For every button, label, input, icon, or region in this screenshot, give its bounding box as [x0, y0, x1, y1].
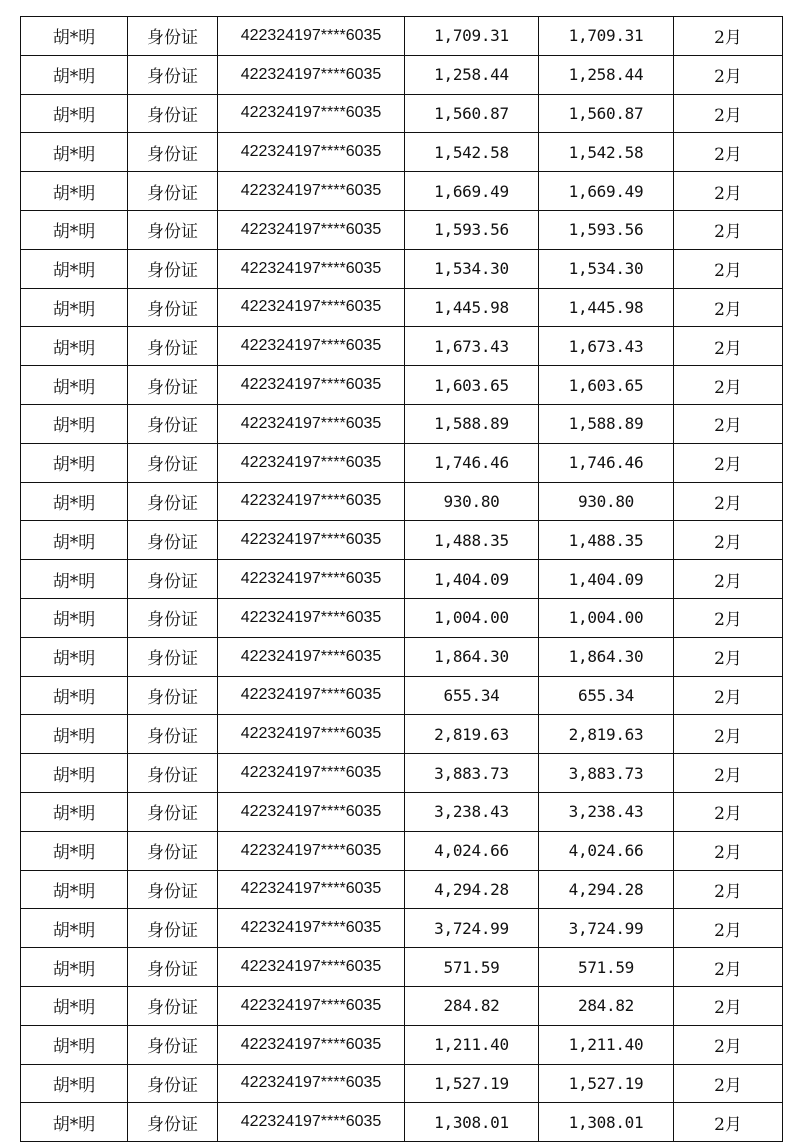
table-row: [21, 986, 783, 1025]
amount-cell: 4,294.28: [405, 870, 539, 909]
id-number-cell: 422324197****6035: [218, 1103, 405, 1142]
table-row: [21, 404, 783, 443]
table-row: [21, 366, 783, 405]
id-type-cell: 身份证: [128, 210, 218, 249]
id-number-cell: 422324197****6035: [218, 210, 405, 249]
name-cell: 胡*明: [21, 560, 128, 599]
id-type-cell: 身份证: [128, 909, 218, 948]
amount-paid-cell: 1,004.00: [539, 598, 674, 637]
id-number-cell: 422324197****6035: [218, 598, 405, 637]
table-row: [21, 210, 783, 249]
table-row: [21, 831, 783, 870]
id-type-cell: 身份证: [128, 17, 218, 56]
amount-cell: 1,673.43: [405, 327, 539, 366]
table-row: [21, 172, 783, 211]
name-cell: 胡*明: [21, 443, 128, 482]
id-type-cell: 身份证: [128, 560, 218, 599]
name-cell: 胡*明: [21, 831, 128, 870]
id-number-cell: 422324197****6035: [218, 870, 405, 909]
name-cell: 胡*明: [21, 637, 128, 676]
table-row: [21, 482, 783, 521]
id-number-cell: 422324197****6035: [218, 1064, 405, 1103]
amount-cell: 284.82: [405, 986, 539, 1025]
id-number-cell: 422324197****6035: [218, 288, 405, 327]
table-row: [21, 1025, 783, 1064]
table-row: [21, 598, 783, 637]
amount-paid-cell: 1,588.89: [539, 404, 674, 443]
id-type-cell: 身份证: [128, 676, 218, 715]
month-cell: 2月: [674, 1025, 783, 1064]
month-cell: 2月: [674, 17, 783, 56]
name-cell: 胡*明: [21, 986, 128, 1025]
table-row: [21, 249, 783, 288]
table-row: [21, 288, 783, 327]
month-cell: 2月: [674, 133, 783, 172]
id-type-cell: 身份证: [128, 870, 218, 909]
table-row: [21, 133, 783, 172]
id-type-cell: 身份证: [128, 249, 218, 288]
id-number-cell: 422324197****6035: [218, 249, 405, 288]
id-number-cell: 422324197****6035: [218, 17, 405, 56]
id-type-cell: 身份证: [128, 792, 218, 831]
amount-cell: 1,603.65: [405, 366, 539, 405]
name-cell: 胡*明: [21, 366, 128, 405]
amount-cell: 1,404.09: [405, 560, 539, 599]
amount-paid-cell: 1,603.65: [539, 366, 674, 405]
id-number-cell: 422324197****6035: [218, 792, 405, 831]
id-type-cell: 身份证: [128, 172, 218, 211]
table-row: [21, 55, 783, 94]
month-cell: 2月: [674, 210, 783, 249]
id-number-cell: 422324197****6035: [218, 366, 405, 405]
id-type-cell: 身份证: [128, 288, 218, 327]
id-type-cell: 身份证: [128, 1025, 218, 1064]
id-number-cell: 422324197****6035: [218, 986, 405, 1025]
id-number-cell: 422324197****6035: [218, 1025, 405, 1064]
month-cell: 2月: [674, 1064, 783, 1103]
amount-cell: 2,819.63: [405, 715, 539, 754]
table-row: [21, 909, 783, 948]
name-cell: 胡*明: [21, 482, 128, 521]
month-cell: 2月: [674, 55, 783, 94]
id-number-cell: 422324197****6035: [218, 55, 405, 94]
id-number-cell: 422324197****6035: [218, 133, 405, 172]
month-cell: 2月: [674, 1103, 783, 1142]
amount-paid-cell: 4,024.66: [539, 831, 674, 870]
month-cell: 2月: [674, 715, 783, 754]
month-cell: 2月: [674, 754, 783, 793]
month-cell: 2月: [674, 792, 783, 831]
month-cell: 2月: [674, 831, 783, 870]
amount-paid-cell: 1,211.40: [539, 1025, 674, 1064]
amount-paid-cell: 1,534.30: [539, 249, 674, 288]
id-type-cell: 身份证: [128, 1103, 218, 1142]
amount-cell: 1,864.30: [405, 637, 539, 676]
id-type-cell: 身份证: [128, 366, 218, 405]
name-cell: 胡*明: [21, 55, 128, 94]
amount-cell: 1,709.31: [405, 17, 539, 56]
month-cell: 2月: [674, 560, 783, 599]
amount-paid-cell: 2,819.63: [539, 715, 674, 754]
name-cell: 胡*明: [21, 1064, 128, 1103]
name-cell: 胡*明: [21, 598, 128, 637]
amount-cell: 1,527.19: [405, 1064, 539, 1103]
amount-cell: 1,593.56: [405, 210, 539, 249]
table-row: [21, 792, 783, 831]
id-number-cell: 422324197****6035: [218, 831, 405, 870]
payment-table-body: [21, 17, 783, 1142]
amount-paid-cell: 1,404.09: [539, 560, 674, 599]
month-cell: 2月: [674, 249, 783, 288]
id-number-cell: 422324197****6035: [218, 909, 405, 948]
month-cell: 2月: [674, 521, 783, 560]
month-cell: 2月: [674, 909, 783, 948]
amount-cell: 3,238.43: [405, 792, 539, 831]
id-type-cell: 身份证: [128, 598, 218, 637]
table-row: [21, 870, 783, 909]
amount-cell: 1,669.49: [405, 172, 539, 211]
amount-cell: 1,258.44: [405, 55, 539, 94]
table-row: [21, 443, 783, 482]
amount-cell: 1,542.58: [405, 133, 539, 172]
name-cell: 胡*明: [21, 133, 128, 172]
month-cell: 2月: [674, 637, 783, 676]
id-type-cell: 身份证: [128, 482, 218, 521]
amount-paid-cell: 1,746.46: [539, 443, 674, 482]
table-row: [21, 715, 783, 754]
table-row: [21, 1064, 783, 1103]
month-cell: 2月: [674, 870, 783, 909]
amount-paid-cell: 1,445.98: [539, 288, 674, 327]
id-type-cell: 身份证: [128, 637, 218, 676]
id-type-cell: 身份证: [128, 521, 218, 560]
table-row: [21, 521, 783, 560]
amount-paid-cell: 1,709.31: [539, 17, 674, 56]
amount-cell: 4,024.66: [405, 831, 539, 870]
month-cell: 2月: [674, 482, 783, 521]
amount-paid-cell: 1,308.01: [539, 1103, 674, 1142]
month-cell: 2月: [674, 172, 783, 211]
amount-cell: 655.34: [405, 676, 539, 715]
amount-cell: 1,308.01: [405, 1103, 539, 1142]
month-cell: 2月: [674, 366, 783, 405]
id-type-cell: 身份证: [128, 715, 218, 754]
id-number-cell: 422324197****6035: [218, 172, 405, 211]
amount-cell: 1,560.87: [405, 94, 539, 133]
id-number-cell: 422324197****6035: [218, 521, 405, 560]
name-cell: 胡*明: [21, 715, 128, 754]
name-cell: 胡*明: [21, 792, 128, 831]
amount-paid-cell: 1,258.44: [539, 55, 674, 94]
table-row: [21, 948, 783, 987]
table-row: [21, 17, 783, 56]
amount-paid-cell: 3,238.43: [539, 792, 674, 831]
name-cell: 胡*明: [21, 1103, 128, 1142]
table-row: [21, 560, 783, 599]
amount-paid-cell: 1,593.56: [539, 210, 674, 249]
name-cell: 胡*明: [21, 754, 128, 793]
name-cell: 胡*明: [21, 676, 128, 715]
amount-paid-cell: 4,294.28: [539, 870, 674, 909]
amount-cell: 1,488.35: [405, 521, 539, 560]
id-number-cell: 422324197****6035: [218, 327, 405, 366]
id-type-cell: 身份证: [128, 94, 218, 133]
name-cell: 胡*明: [21, 288, 128, 327]
amount-cell: 3,883.73: [405, 754, 539, 793]
amount-paid-cell: 930.80: [539, 482, 674, 521]
table-row: [21, 1103, 783, 1142]
table-row: [21, 676, 783, 715]
table-row: [21, 94, 783, 133]
id-number-cell: 422324197****6035: [218, 637, 405, 676]
table-row: [21, 637, 783, 676]
id-type-cell: 身份证: [128, 1064, 218, 1103]
id-number-cell: 422324197****6035: [218, 404, 405, 443]
month-cell: 2月: [674, 288, 783, 327]
name-cell: 胡*明: [21, 909, 128, 948]
id-type-cell: 身份证: [128, 948, 218, 987]
payment-table: [20, 16, 783, 1142]
id-number-cell: 422324197****6035: [218, 560, 405, 599]
id-number-cell: 422324197****6035: [218, 443, 405, 482]
amount-cell: 571.59: [405, 948, 539, 987]
month-cell: 2月: [674, 948, 783, 987]
name-cell: 胡*明: [21, 948, 128, 987]
amount-paid-cell: 1,527.19: [539, 1064, 674, 1103]
amount-paid-cell: 655.34: [539, 676, 674, 715]
amount-cell: 1,004.00: [405, 598, 539, 637]
table-row: [21, 754, 783, 793]
id-type-cell: 身份证: [128, 327, 218, 366]
amount-paid-cell: 1,669.49: [539, 172, 674, 211]
name-cell: 胡*明: [21, 17, 128, 56]
id-number-cell: 422324197****6035: [218, 676, 405, 715]
amount-paid-cell: 284.82: [539, 986, 674, 1025]
amount-paid-cell: 3,883.73: [539, 754, 674, 793]
amount-cell: 1,534.30: [405, 249, 539, 288]
amount-paid-cell: 1,542.58: [539, 133, 674, 172]
id-type-cell: 身份证: [128, 986, 218, 1025]
name-cell: 胡*明: [21, 1025, 128, 1064]
id-type-cell: 身份证: [128, 404, 218, 443]
name-cell: 胡*明: [21, 870, 128, 909]
month-cell: 2月: [674, 676, 783, 715]
month-cell: 2月: [674, 404, 783, 443]
amount-paid-cell: 3,724.99: [539, 909, 674, 948]
amount-paid-cell: 1,488.35: [539, 521, 674, 560]
month-cell: 2月: [674, 443, 783, 482]
name-cell: 胡*明: [21, 249, 128, 288]
id-number-cell: 422324197****6035: [218, 715, 405, 754]
name-cell: 胡*明: [21, 172, 128, 211]
id-type-cell: 身份证: [128, 754, 218, 793]
id-type-cell: 身份证: [128, 831, 218, 870]
name-cell: 胡*明: [21, 327, 128, 366]
id-type-cell: 身份证: [128, 133, 218, 172]
month-cell: 2月: [674, 327, 783, 366]
id-type-cell: 身份证: [128, 443, 218, 482]
amount-paid-cell: 1,560.87: [539, 94, 674, 133]
id-type-cell: 身份证: [128, 55, 218, 94]
amount-cell: 1,746.46: [405, 443, 539, 482]
amount-cell: 930.80: [405, 482, 539, 521]
name-cell: 胡*明: [21, 210, 128, 249]
amount-cell: 1,588.89: [405, 404, 539, 443]
name-cell: 胡*明: [21, 94, 128, 133]
amount-paid-cell: 1,673.43: [539, 327, 674, 366]
month-cell: 2月: [674, 986, 783, 1025]
month-cell: 2月: [674, 598, 783, 637]
name-cell: 胡*明: [21, 521, 128, 560]
table-row: [21, 327, 783, 366]
amount-cell: 3,724.99: [405, 909, 539, 948]
id-number-cell: 422324197****6035: [218, 94, 405, 133]
amount-cell: 1,211.40: [405, 1025, 539, 1064]
amount-cell: 1,445.98: [405, 288, 539, 327]
amount-paid-cell: 571.59: [539, 948, 674, 987]
month-cell: 2月: [674, 94, 783, 133]
id-number-cell: 422324197****6035: [218, 482, 405, 521]
id-number-cell: 422324197****6035: [218, 754, 405, 793]
name-cell: 胡*明: [21, 404, 128, 443]
id-number-cell: 422324197****6035: [218, 948, 405, 987]
amount-paid-cell: 1,864.30: [539, 637, 674, 676]
